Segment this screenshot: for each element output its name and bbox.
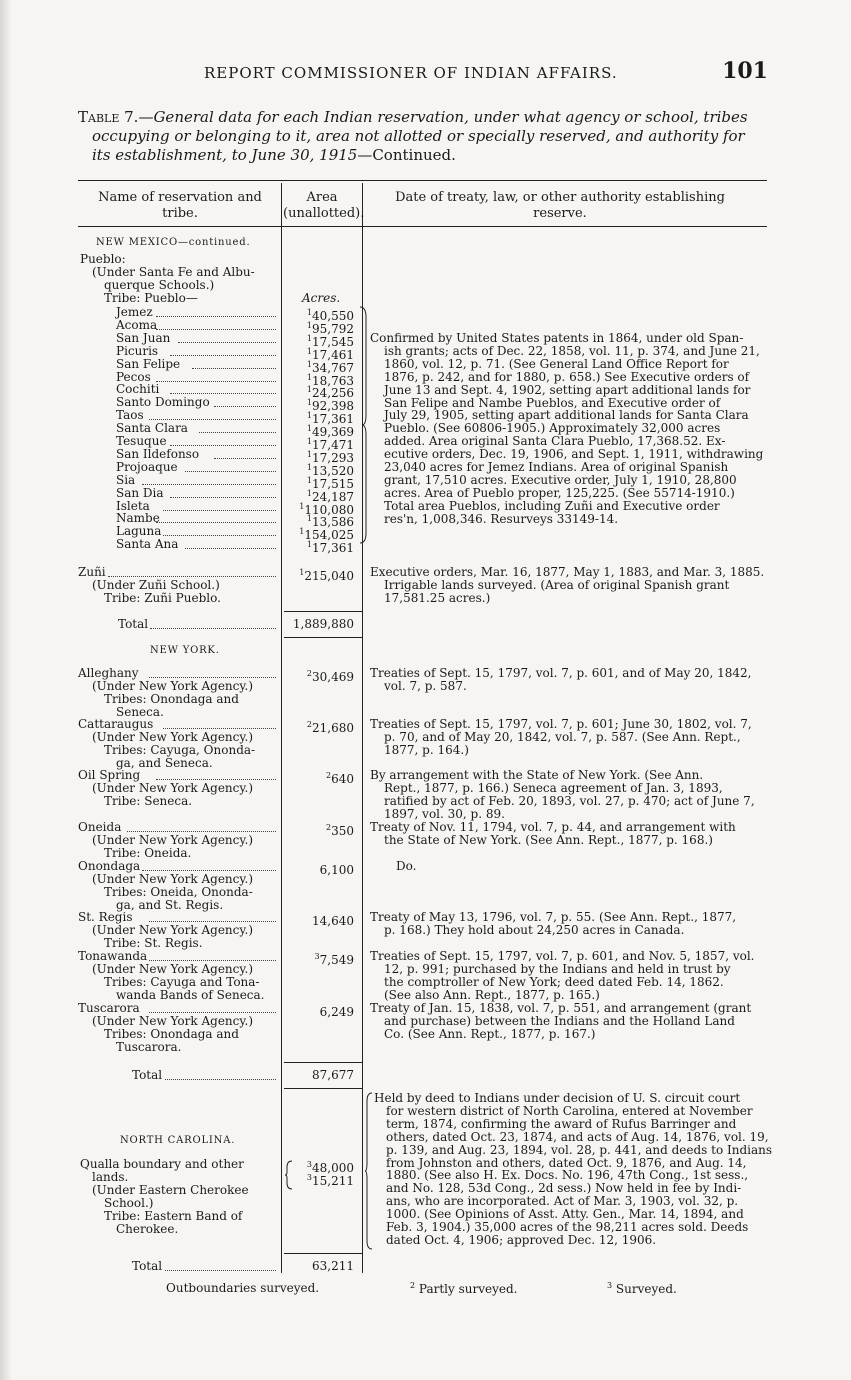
caption-line-2: occupying or belonging to it, area not allotted or specially reserved, and authority for (92, 127, 745, 145)
authority-line: 1000. (See Opinions of Asst. Atty. Gen., Mar. 14, 1894, and (386, 1207, 744, 1222)
reservation-subline: Tribe: Oneida. (104, 846, 192, 860)
footnote-marker: 2 (306, 720, 312, 729)
qualla-area-2-value: 15,211 (312, 1174, 354, 1188)
pueblo-name: Pueblo: (80, 252, 126, 266)
page-number: 101 (722, 58, 768, 84)
qualla-area-1-value: 48,000 (312, 1161, 354, 1175)
north-carolina-total-label: Total (132, 1259, 163, 1273)
pueblo-area-value: 17,361 (312, 412, 354, 427)
reservation-name: Tuscarora (78, 1001, 140, 1015)
pueblo-bracket (358, 305, 368, 548)
reservation-subline: (Under New York Agency.) (92, 730, 254, 744)
dot-leader (156, 316, 276, 317)
authority-line: res'n, 1,008,346. Resurveys 33149-14. (384, 511, 619, 526)
reservation-area (284, 667, 354, 684)
authority-line: Treaty of Nov. 11, 1794, vol. 7, p. 44, and arrangement with (370, 820, 736, 834)
pueblo-area (284, 538, 354, 555)
zuni-authority (370, 566, 770, 605)
footnote-marker: 1 (306, 308, 312, 317)
authority-line: and No. 128, 53d Cong., 2d sess.) Now held in fee by Indi- (386, 1181, 742, 1196)
footnote-marker: 1 (306, 320, 312, 330)
footnote-marker: 1 (306, 514, 312, 524)
footnote-marker: 2 (410, 1281, 416, 1290)
dot-leader (156, 381, 276, 382)
pueblo-area-value: 40,550 (312, 309, 354, 323)
pueblo-agency-line-1: (Under Santa Fe and Albu- (92, 265, 255, 279)
authority-line: 17,581.25 acres.) (384, 591, 491, 605)
footnote-3-text: Surveyed. (615, 1282, 677, 1296)
reservation-subline: Tribe: St. Regis. (104, 936, 203, 950)
pueblo-area-value: 17,461 (312, 347, 354, 362)
reservation-subline: (Under New York Agency.) (92, 872, 254, 886)
new-york-total-label: Total (132, 1068, 163, 1082)
dot-leader (165, 1270, 276, 1271)
reservation-subline: Tribes: Cayuga, Ononda- (104, 743, 256, 757)
footnote-marker: 1 (306, 424, 312, 434)
pueblo-area-value: 95,792 (312, 321, 354, 336)
authority-line: Rept., 1877, p. 166.) Seneca agreement of Jan. 3, 1893, (384, 781, 723, 795)
column-header-area: Area (unallotted). (283, 190, 365, 221)
reservation-area-value: 640 (331, 772, 354, 786)
reservation-area (284, 911, 354, 928)
reservation-area-value: 30,469 (312, 670, 354, 684)
pueblo-agency-line-2: querque Schools.) (104, 278, 215, 292)
pueblo-name: Santa Clara (116, 421, 188, 436)
pueblo-area-value: 24,187 (312, 489, 354, 504)
north-carolina-total: 63,211 (312, 1259, 354, 1273)
footnote-marker: 1 (306, 346, 312, 356)
footnote-3 (607, 1281, 677, 1296)
reservation-subline: Tribes: Oneida, Ononda- (104, 885, 253, 899)
dot-leader (163, 728, 276, 729)
authority-line: and purchase) between the Indians and the Holland Land (384, 1014, 735, 1028)
reservation-area (284, 718, 354, 735)
bracket-shape (358, 305, 368, 545)
reservation-subline: Tribes: Onondaga and (104, 692, 239, 706)
bracket-shape (364, 1091, 374, 1251)
header-title: REPORT COMMISSIONER OF INDIAN AFFAIRS. (204, 64, 618, 82)
authority-line: Confirmed by United States patents in 1864, under old Span- (370, 331, 744, 345)
section-heading-new-mexico: NEW MEXICO—continued. (96, 237, 251, 248)
pueblo-name: Acoma (116, 317, 158, 332)
reservation-subline: (Under New York Agency.) (92, 962, 254, 976)
column-divider-1 (281, 183, 282, 1273)
dot-leader (156, 329, 276, 330)
footnote-1: Outboundaries surveyed. (166, 1281, 320, 1295)
qualla-tribe-line-1: Tribe: Eastern Band of (104, 1209, 243, 1223)
pueblo-name: Projoaque (116, 459, 178, 474)
dot-leader (142, 484, 276, 485)
authority-line: p. 139, and Aug. 23, 1894, vol. 28, p. 441, and deeds to Indians (386, 1142, 773, 1157)
zuni-tribe: Tribe: Zuñi Pueblo. (104, 591, 221, 605)
new-mexico-total-label: Total (118, 617, 149, 631)
authority-line: Feb. 3, 1904.) 35,000 acres of the 98,211 acres sold. Deeds (386, 1220, 749, 1234)
authority-line: 1877, p. 164.) (384, 743, 469, 757)
pueblo-name: Tesuque (116, 434, 167, 448)
qualla-agency-line-2: School.) (104, 1196, 154, 1210)
pueblo-area-value: 17,515 (312, 476, 354, 491)
reservation-area-value: 14,640 (312, 914, 354, 928)
pueblo-area-value: 17,361 (312, 541, 354, 556)
reservation-subline: (Under New York Agency.) (92, 781, 254, 795)
qualla-name-line-2: lands. (92, 1170, 129, 1184)
pueblo-area-value: 92,398 (312, 399, 354, 414)
north-carolina-bracket (364, 1091, 374, 1255)
pueblo-name: San Felipe (116, 356, 181, 371)
reservation-area (284, 1002, 354, 1019)
footnote-marker: 1 (299, 527, 305, 537)
authority-line: Treaties of Sept. 15, 1797, vol. 7, p. 601, and of May 20, 1842, (370, 666, 752, 680)
zuni-agency: (Under Zuñi School.) (92, 578, 220, 592)
zuni-area (284, 566, 354, 583)
dot-leader (185, 548, 276, 549)
authority-line: vol. 7, p. 587. (384, 679, 467, 693)
dot-leader (149, 419, 276, 420)
reservation-name: Oneida (78, 820, 122, 834)
reservation-subline: ga, and St. Regis. (116, 898, 224, 912)
footnote-marker: 1 (299, 568, 305, 577)
authority-line: dated Oct. 4, 1906; approved Dec. 12, 1906. (386, 1232, 657, 1247)
reservation-area (284, 860, 354, 877)
pueblo-name: Sia (116, 472, 136, 487)
pueblo-area-value: 49,369 (312, 425, 354, 440)
qualla-tribe-line-2: Cherokee. (116, 1222, 179, 1236)
authority-line: Treaties of Sept. 15, 1797, vol. 7, p. 601; June 30, 1802, vol. 7, (370, 717, 752, 731)
footnote-marker: 1 (306, 333, 312, 343)
dot-leader (149, 960, 276, 961)
table-caption (78, 108, 768, 165)
reservation-name: Onondaga (78, 859, 141, 873)
dot-leader (163, 535, 276, 536)
footnote-marker: 2 (306, 669, 312, 678)
authority-line: Do. (396, 859, 417, 873)
authority-line: 1860, vol. 12, p. 71. (See General Land Office Report for (384, 356, 729, 371)
footnote-marker: 2 (326, 823, 332, 832)
pueblo-area-value: 18,763 (312, 373, 354, 388)
authority-line: others, dated Oct. 23, 1874, and acts of Aug. 14, 1876, vol. 19, (386, 1129, 769, 1144)
pueblo-area-value: 154,025 (304, 528, 354, 543)
dot-leader (170, 445, 276, 446)
authority-line: 1897, vol. 30, p. 89. (384, 807, 505, 821)
reservation-subline: (Under New York Agency.) (92, 833, 254, 847)
dot-leader (170, 393, 276, 394)
dot-leader (127, 831, 276, 832)
zuni-name: Zuñi (78, 565, 106, 579)
dot-leader (199, 432, 276, 433)
footnote-marker: 1 (306, 449, 312, 459)
authority-line: Treaty of May 13, 1796, vol. 7, p. 55. (See Ann. Rept., 1877, (370, 910, 737, 924)
authority-line: 12, p. 991; purchased by the Indians and held in trust by (384, 962, 731, 976)
authority-line: 1876, p. 242, and for 1880, p. 658.) See Executive orders of (384, 369, 750, 384)
reservation-subline: Tribe: Seneca. (104, 794, 193, 808)
authority-line: Irrigable lands surveyed. (Area of original Spanish grant (384, 578, 730, 592)
pueblo-name: Taos (116, 408, 144, 423)
pueblo-area-value: 13,586 (312, 515, 354, 530)
reservation-subline: Tribes: Cayuga and Tona- (104, 975, 260, 989)
dot-leader (149, 1012, 276, 1013)
dot-leader (170, 355, 276, 356)
reservation-name: Cattaraugus (78, 717, 154, 731)
total-rule (284, 1062, 362, 1063)
caption-continued: —Continued. (357, 146, 456, 164)
authority-line: ans, who are incorporated. Act of Mar. 3, 1903, vol. 32, p. (386, 1194, 739, 1209)
pueblo-name: Nambe (116, 511, 160, 526)
pueblo-name: San Juan (116, 330, 171, 345)
authority-line: p. 168.) They hold about 24,250 acres in Canada. (384, 923, 685, 937)
dot-leader (165, 1079, 276, 1080)
authority-line: p. 70, and of May 20, 1842, vol. 7, p. 587. (See Ann. Rept., (384, 730, 741, 744)
authority-line: for western district of North Carolina, entered at November (386, 1103, 753, 1118)
footnote-marker: 1 (306, 385, 312, 395)
reservation-subline: Seneca. (116, 705, 164, 719)
pueblo-area-value: 34,767 (312, 360, 354, 375)
reservation-area (284, 950, 354, 967)
dot-leader (178, 342, 276, 343)
reservation-area-value: 350 (331, 824, 354, 838)
authority-line: Executive orders, Mar. 16, 1877, May 1, 1883, and Mar. 3, 1885. (370, 565, 765, 579)
footnote-marker: 1 (306, 372, 312, 382)
running-header (78, 58, 768, 84)
dot-leader (142, 870, 276, 871)
authority-line: June 13 and Sept. 4, 1902, setting apart additional lands for (384, 382, 751, 397)
authority-line: Treaties of Sept. 15, 1797, vol. 7, p. 601, and Nov. 5, 1857, vol. (370, 949, 755, 963)
footnote-marker: 1 (306, 540, 312, 550)
authority-line: San Felipe and Nambe Pueblos, and Executive order of (384, 395, 721, 410)
total-rule (284, 637, 362, 638)
reservation-area-value: 7,549 (319, 953, 354, 967)
authority-line: the State of New York. (See Ann. Rept., 1877, p. 168.) (384, 833, 713, 847)
footnote-marker: 3 (306, 1173, 312, 1182)
dot-leader (163, 510, 276, 511)
caption-line-3: its establishment, to June 30, 1915 (92, 146, 358, 164)
pueblo-name: Cochiti (116, 382, 160, 397)
page-edge (0, 0, 12, 1380)
authority-line: 1880. (See also H. Ex. Docs. No. 196, 47th Cong., 1st sess., (386, 1168, 749, 1183)
authority-line: Held by deed to Indians under decision of U. S. circuit court (374, 1091, 741, 1105)
dot-leader (214, 458, 276, 459)
reservation-area (284, 769, 354, 786)
footnote-marker: 1 (306, 411, 312, 421)
reservation-area-value: 21,680 (312, 721, 354, 735)
pueblo-area-value: 110,080 (304, 502, 354, 517)
reservation-area-value: 6,249 (319, 1005, 354, 1019)
authority-line: term, 1874, confirming the award of Rufus Barringer and (386, 1116, 737, 1131)
table-top-rule (78, 180, 767, 181)
authority-line: ish grants; acts of Dec. 22, 1858, vol. 11, p. 374, and June 21, (384, 343, 760, 358)
caption-line-1: —General data for each Indian reservation, under what agency or school, tribes (138, 108, 748, 126)
pueblo-name: San Dia (116, 485, 164, 500)
reservation-subline: (Under New York Agency.) (92, 1014, 254, 1028)
footnote-marker: 3 (306, 1160, 312, 1169)
footnote-marker: 1 (306, 359, 312, 369)
pueblo-name: Isleta (116, 498, 150, 513)
pueblo-tribe: Tribe: Pueblo— (104, 291, 198, 305)
reservation-subline: Tuscarora. (116, 1040, 182, 1054)
footnote-marker: 1 (306, 437, 312, 446)
footnote-marker: 2 (326, 771, 332, 780)
dot-leader (214, 406, 276, 407)
pueblo-name: San Ildefonso (116, 446, 200, 461)
footnote-2 (410, 1281, 517, 1296)
authority-line: Total area Pueblos, including Zuñi and Executive order (384, 498, 720, 513)
pueblo-area-value: 13,520 (312, 463, 354, 478)
section-heading-north-carolina: NORTH CAROLINA. (120, 1135, 236, 1146)
authority-line: grant, 17,510 acres. Executive order, July 1, 1910, 28,800 (384, 472, 737, 487)
footnote-2-text: Partly surveyed. (418, 1282, 518, 1296)
section-heading-new-york: NEW YORK. (150, 645, 220, 656)
reservation-subline: wanda Bands of Seneca. (116, 988, 265, 1002)
authority-line: Treaty of Jan. 15, 1838, vol. 7, p. 551, and arrangement (grant (370, 1001, 752, 1015)
pueblo-name: Jemez (116, 305, 153, 319)
total-rule (284, 1088, 362, 1089)
qualla-name-line-1: Qualla boundary and other (80, 1157, 244, 1171)
authority-line: ecutive orders, Dec. 19, 1906, and Sept. 1, 1911, withdrawing (384, 447, 764, 462)
dot-leader (150, 628, 276, 629)
pueblo-name: Pecos (116, 369, 151, 384)
authority-line: from Johnston and others, dated Oct. 9, 1876, and Aug. 14, (386, 1155, 747, 1170)
authority-line: July 29, 1905, setting apart additional lands for Santa Clara (384, 408, 749, 423)
authority-line: acres. Area of Pueblo proper, 125,225. (See 55714-1910.) (384, 485, 735, 500)
total-rule (284, 1253, 362, 1254)
dot-leader (156, 779, 276, 780)
footnote-marker: 1 (299, 501, 305, 511)
reservation-name: Alleghany (78, 666, 139, 680)
pueblo-name: Picuris (116, 343, 159, 358)
dot-leader (170, 497, 276, 498)
footnote-marker: 1 (306, 398, 312, 408)
new-york-total: 87,677 (312, 1068, 354, 1082)
total-rule (284, 611, 362, 612)
authority-line: By arrangement with the State of New York. (See Ann. (370, 768, 704, 782)
zuni-area-value: 215,040 (304, 569, 354, 583)
caption-label: Table 7. (78, 108, 139, 126)
authority-line: ratified by act of Feb. 20, 1893, vol. 27, p. 470; act of June 7, (384, 794, 755, 808)
dot-leader (156, 522, 276, 523)
footnote-marker: 3 (607, 1281, 613, 1290)
reservation-area (284, 821, 354, 838)
column-header-name: Name of reservation and tribe. (98, 190, 262, 221)
authority-line: 23,040 acres for Jemez Indians. Area of original Spanish (384, 460, 729, 474)
column-header-authority: Date of treaty, law, or other authority establishing reserve. (395, 190, 725, 221)
dot-leader (192, 368, 276, 369)
reservation-subline: (Under New York Agency.) (92, 679, 254, 693)
dot-leader (149, 677, 276, 678)
authority-line: (See also Ann. Rept., 1877, p. 165.) (384, 988, 600, 1002)
pueblo-area-value: 17,545 (312, 334, 354, 349)
pueblo-name: Santa Ana (116, 537, 179, 552)
reservation-name: Tonawanda (78, 949, 148, 963)
pueblo-area-value: 17,471 (312, 438, 354, 452)
reservation-subline: Tribes: Onondaga and (104, 1027, 239, 1041)
pueblo-name: Laguna (116, 524, 162, 539)
acres-unit-label: Acres. (302, 291, 341, 305)
new-mexico-total: 1,889,880 (292, 617, 354, 631)
authority-line: added. Area original Santa Clara Pueblo, 17,368.52. Ex- (384, 434, 726, 449)
footnote-marker: 1 (306, 488, 312, 498)
reservation-area-value: 6,100 (319, 863, 354, 877)
reservation-subline: (Under New York Agency.) (92, 923, 254, 937)
authority-line: the comptroller of New York; deed dated Feb. 14, 1862. (384, 975, 724, 989)
qualla-area-2 (284, 1171, 354, 1188)
footnote-marker: 3 (314, 952, 320, 961)
reservation-subline: ga, and Seneca. (116, 756, 213, 770)
reservation-name: Oil Spring (78, 768, 141, 782)
header-bottom-rule (78, 226, 767, 227)
footnote-marker: 1 (306, 475, 312, 485)
pueblo-area-value: 17,293 (312, 450, 354, 465)
dot-leader (185, 471, 276, 472)
dot-leader (149, 921, 276, 922)
authority-line: Pueblo. (See 60806-1905.) Approximately 32,000 acres (384, 421, 721, 436)
dot-leader (108, 576, 276, 577)
qualla-agency-line-1: (Under Eastern Cherokee (92, 1183, 249, 1197)
footnote-marker: 1 (306, 462, 312, 472)
pueblo-area-value: 24,256 (312, 386, 354, 401)
reservation-name: St. Regis (78, 910, 133, 924)
pueblo-name: Santo Domingo (116, 395, 210, 410)
authority-line: Co. (See Ann. Rept., 1877, p. 167.) (384, 1027, 596, 1041)
